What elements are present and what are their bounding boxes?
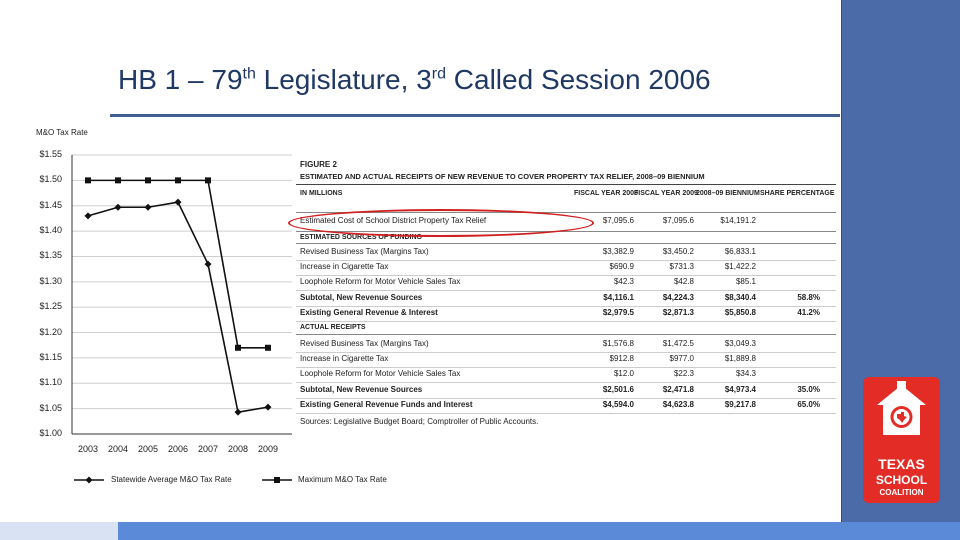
cell: $4,623.8	[662, 399, 694, 409]
cell: $7,095.6	[602, 216, 634, 225]
header-fy2008: FISCAL YEAR 2008	[574, 190, 638, 197]
x-tick-label: 2008	[227, 444, 249, 454]
series-line-maximum	[88, 180, 268, 347]
cell: $2,871.3	[662, 307, 694, 317]
cell: $3,450.2	[662, 247, 694, 256]
x-tick-label: 2007	[197, 444, 219, 454]
bottom-band-light-segment	[0, 522, 118, 540]
title-suffix: Called Session 2006	[446, 64, 711, 95]
x-tick-label: 2009	[257, 444, 279, 454]
source-text: Sources: Legislative Budget Board; Comptroller of Public Accounts.	[300, 417, 539, 426]
logo-line-school: SCHOOL	[875, 473, 928, 487]
point-statewide	[85, 212, 92, 219]
cell: $1,422.2	[724, 262, 756, 272]
point-statewide	[205, 261, 212, 268]
legend-marker	[274, 477, 280, 483]
logo-line-coalition: COALITION	[879, 488, 924, 497]
cell: $4,224.3	[662, 292, 694, 302]
x-tick-label: 2003	[77, 444, 99, 454]
cell: $2,979.5	[602, 307, 634, 317]
figure-source-note	[292, 417, 840, 432]
y-tick-label: $1.20	[39, 326, 62, 337]
cell: $912.8	[609, 354, 634, 364]
cell: Loophole Reform for Motor Vehicle Sales Tax	[300, 369, 461, 379]
point-maximum	[205, 177, 211, 183]
y-tick-label: $1.10	[39, 377, 62, 388]
legend-maximum-label: Maximum M&O Tax Rate	[298, 475, 387, 484]
y-tick-label: $1.15	[39, 351, 62, 362]
section-estimated-sources: ESTIMATED SOURCES OF FUNDING	[300, 234, 422, 241]
header-share: SHARE PERCENTAGE	[760, 190, 835, 197]
y-tick-label: $1.30	[39, 275, 62, 286]
point-maximum	[115, 177, 121, 183]
point-maximum	[235, 345, 241, 351]
cell: $2,471.8	[662, 384, 694, 394]
point-maximum	[145, 177, 151, 183]
series-line-statewide	[88, 202, 268, 412]
cell: Loophole Reform for Motor Vehicle Sales Tax	[300, 277, 461, 287]
cell: $85.1	[735, 277, 756, 287]
cell: Subtotal, New Revenue Sources	[300, 292, 423, 302]
cell: 41.2%	[797, 307, 820, 317]
cell: Increase in Cigarette Tax	[300, 354, 389, 364]
cell: Increase in Cigarette Tax	[300, 262, 389, 272]
cell: $690.9	[609, 262, 634, 272]
figure-label: FIGURE 2	[300, 160, 337, 169]
y-tick-label: $1.55	[39, 149, 62, 159]
header-in-millions: IN MILLIONS	[300, 190, 343, 197]
cell: $22.3	[673, 369, 694, 379]
bottom-decorative-band	[0, 522, 960, 540]
point-maximum	[265, 345, 271, 351]
cell: $4,973.4	[724, 384, 756, 394]
cell: $1,576.8	[602, 339, 634, 348]
legend-marker	[86, 477, 93, 484]
x-tick-label: 2004	[107, 444, 129, 454]
x-tick-label: 2005	[137, 444, 159, 454]
title-prefix: HB 1 – 79	[118, 64, 243, 95]
title-sup-th: th	[242, 65, 256, 83]
cell: $1,889.8	[724, 354, 756, 364]
schoolhouse-icon	[863, 377, 940, 447]
cell: 35.0%	[797, 384, 820, 394]
cell: Existing General Revenue Funds and Interest	[300, 399, 473, 409]
cell: $4,594.0	[602, 399, 634, 409]
title-underline	[110, 114, 840, 117]
y-tick-label: $1.05	[39, 402, 62, 413]
cell: Revised Business Tax (Margins Tax)	[300, 247, 429, 256]
point-maximum	[175, 177, 181, 183]
slide-title	[118, 64, 711, 96]
cell: Existing General Revenue & Interest	[300, 307, 438, 317]
legend-statewide-label: Statewide Average M&O Tax Rate	[111, 475, 232, 484]
y-tick-label: $1.50	[39, 174, 62, 185]
cell: Estimated Cost of School District Property Tax Relief	[300, 216, 487, 225]
cell: $1,472.5	[662, 339, 694, 348]
section-actual-receipts: ACTUAL RECEIPTS	[300, 324, 366, 331]
cell: $2,501.6	[602, 384, 634, 394]
y-tick-label: $1.35	[39, 250, 62, 261]
point-maximum	[85, 177, 91, 183]
table-header-row	[292, 190, 840, 205]
cell: $731.3	[669, 262, 694, 272]
cell: Revised Business Tax (Margins Tax)	[300, 339, 429, 348]
cell: $6,833.1	[724, 247, 756, 256]
logo-line-texas: TEXAS	[878, 456, 925, 472]
point-statewide	[235, 409, 242, 416]
chart-y-axis-title: M&O Tax Rate	[36, 128, 88, 137]
texas-school-coalition-logo	[863, 377, 940, 503]
cell: $4,116.1	[603, 292, 634, 302]
point-statewide	[145, 204, 152, 211]
cell: $3,382.9	[602, 247, 634, 256]
y-tick-label: $1.00	[39, 428, 62, 438]
header-biennium: 2008–09 BIENNIUM	[696, 190, 760, 197]
cell: $34.3	[735, 369, 756, 379]
title-sup-rd: rd	[431, 65, 446, 83]
cell: $14,191.2	[720, 216, 756, 225]
point-statewide	[175, 199, 182, 206]
cell: $7,095.6	[662, 216, 694, 225]
figure-2-table	[292, 154, 840, 434]
y-tick-label: $1.25	[39, 301, 62, 312]
cell: Subtotal, New Revenue Sources	[300, 384, 423, 394]
x-tick-label: 2006	[167, 444, 189, 454]
figure-title: ESTIMATED AND ACTUAL RECEIPTS OF NEW REVENUE TO COVER PROPERTY TAX RELIEF, 2008–09 BIENNIUM	[300, 172, 705, 181]
point-statewide	[115, 204, 122, 211]
header-fy2009: FISCAL YEAR 2009	[634, 190, 698, 197]
cell: $5,850.8	[724, 307, 756, 317]
y-tick-label: $1.45	[39, 199, 62, 210]
cell: 65.0%	[797, 399, 820, 409]
cell: $12.0	[613, 369, 634, 379]
title-mid: Legislature, 3	[255, 64, 432, 95]
point-statewide	[265, 404, 272, 411]
cell: $8,340.4	[724, 292, 756, 302]
cell: $42.8	[673, 277, 694, 287]
cell: 58.8%	[797, 292, 820, 302]
cell: $42.3	[613, 277, 634, 287]
cell: $3,049.3	[724, 339, 756, 348]
cell: $977.0	[669, 354, 694, 364]
highlight-oval	[288, 209, 594, 237]
cell: $9,217.8	[724, 399, 756, 409]
y-tick-label: $1.40	[39, 225, 62, 236]
